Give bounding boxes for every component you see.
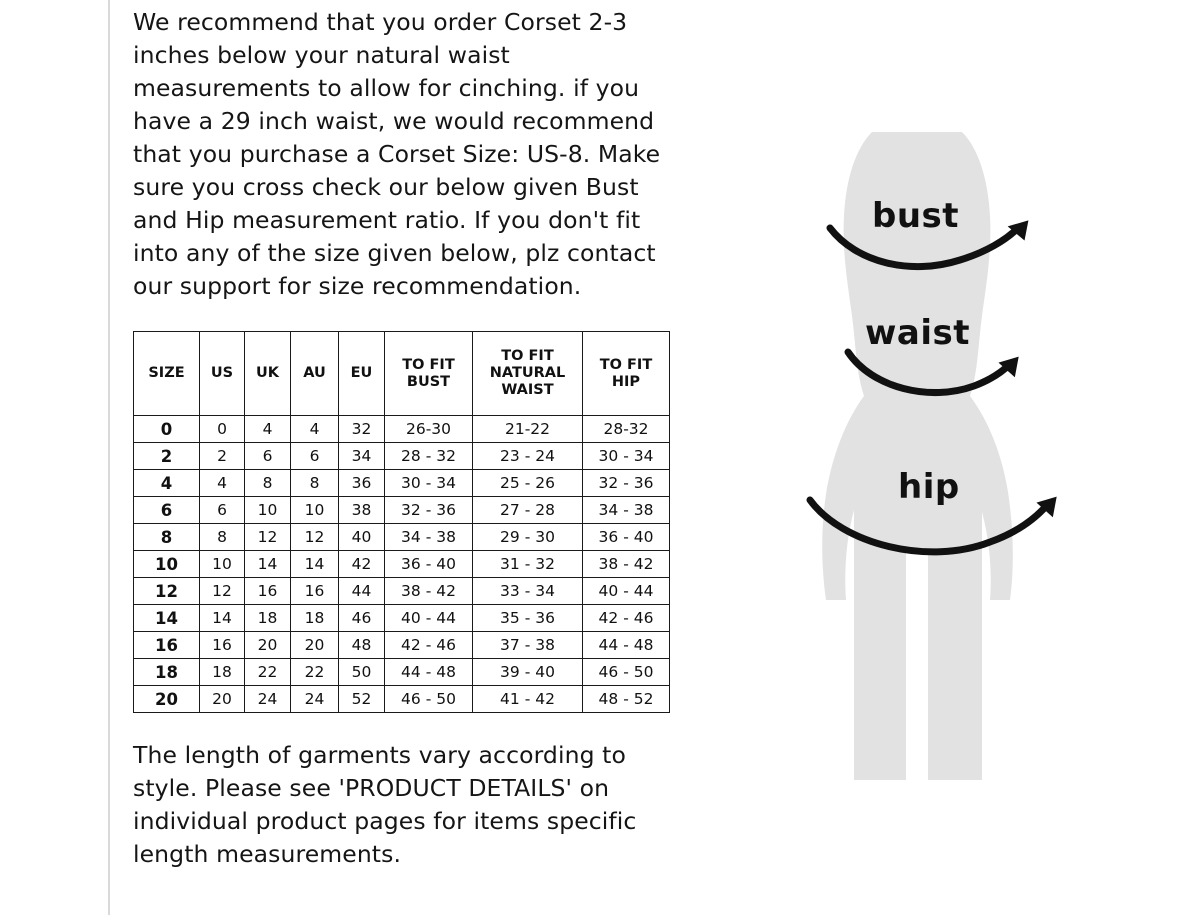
column-header-size: SIZE [134,332,200,416]
cell-hip: 34 - 38 [583,497,670,524]
hip-label: hip [898,467,960,507]
cell-au: 6 [291,443,339,470]
cell-au: 8 [291,470,339,497]
cell-bust: 36 - 40 [385,551,473,578]
cell-waist: 39 - 40 [473,659,583,686]
table-row [134,659,670,686]
cell-au: 4 [291,416,339,443]
cell-au: 20 [291,632,339,659]
cell-au: 18 [291,605,339,632]
cell-size: 16 [134,632,200,659]
cell-uk: 14 [245,551,291,578]
cell-bust: 42 - 46 [385,632,473,659]
table-row [134,497,670,524]
cell-size: 10 [134,551,200,578]
cell-hip: 44 - 48 [583,632,670,659]
cell-size: 18 [134,659,200,686]
cell-us: 8 [200,524,245,551]
cell-eu: 38 [339,497,385,524]
cell-size: 0 [134,416,200,443]
cell-hip: 38 - 42 [583,551,670,578]
table-row [134,605,670,632]
cell-size: 2 [134,443,200,470]
cell-uk: 22 [245,659,291,686]
cell-size: 6 [134,497,200,524]
cell-bust: 34 - 38 [385,524,473,551]
cell-waist: 31 - 32 [473,551,583,578]
page-divider-rule [108,0,110,915]
cell-au: 22 [291,659,339,686]
bust-label: bust [872,196,960,236]
cell-hip: 48 - 52 [583,686,670,713]
cell-size: 4 [134,470,200,497]
cell-waist: 29 - 30 [473,524,583,551]
column-header-us: US [200,332,245,416]
cell-eu: 36 [339,470,385,497]
table-row [134,632,670,659]
cell-hip: 36 - 40 [583,524,670,551]
table-row [134,416,670,443]
cell-us: 0 [200,416,245,443]
cell-hip: 32 - 36 [583,470,670,497]
cell-uk: 16 [245,578,291,605]
cell-eu: 40 [339,524,385,551]
cell-bust: 28 - 32 [385,443,473,470]
cell-waist: 33 - 34 [473,578,583,605]
column-header-au: AU [291,332,339,416]
cell-us: 4 [200,470,245,497]
cell-us: 10 [200,551,245,578]
cell-waist: 23 - 24 [473,443,583,470]
cell-waist: 35 - 36 [473,605,583,632]
cell-size: 14 [134,605,200,632]
column-header-uk: UK [245,332,291,416]
waist-label: waist [865,313,970,353]
cell-hip: 42 - 46 [583,605,670,632]
cell-us: 18 [200,659,245,686]
cell-uk: 24 [245,686,291,713]
column-header-bust: TO FIT BUST [385,332,473,416]
cell-uk: 4 [245,416,291,443]
cell-bust: 40 - 44 [385,605,473,632]
cell-bust: 32 - 36 [385,497,473,524]
cell-uk: 8 [245,470,291,497]
cell-hip: 46 - 50 [583,659,670,686]
cell-waist: 25 - 26 [473,470,583,497]
column-header-waist: TO FIT NATURAL WAIST [473,332,583,416]
cell-us: 12 [200,578,245,605]
cell-uk: 18 [245,605,291,632]
cell-us: 14 [200,605,245,632]
table-row [134,578,670,605]
column-header-hip: TO FIT HIP [583,332,670,416]
cell-bust: 46 - 50 [385,686,473,713]
table-body [134,416,670,713]
cell-bust: 38 - 42 [385,578,473,605]
cell-size: 8 [134,524,200,551]
cell-au: 10 [291,497,339,524]
cell-waist: 37 - 38 [473,632,583,659]
outro-paragraph: The length of garments vary according to style. Please see 'PRODUCT DETAILS' on individual product pages for items specific length measurements. [133,741,637,868]
cell-size: 12 [134,578,200,605]
cell-eu: 44 [339,578,385,605]
cell-bust: 44 - 48 [385,659,473,686]
table-row [134,443,670,470]
cell-bust: 26-30 [385,416,473,443]
cell-uk: 10 [245,497,291,524]
table-row [134,551,670,578]
cell-waist: 27 - 28 [473,497,583,524]
cell-us: 20 [200,686,245,713]
cell-bust: 30 - 34 [385,470,473,497]
cell-us: 16 [200,632,245,659]
cell-eu: 50 [339,659,385,686]
table-header-row [134,332,670,416]
cell-au: 12 [291,524,339,551]
cell-size: 20 [134,686,200,713]
cell-us: 2 [200,443,245,470]
cell-au: 24 [291,686,339,713]
cell-eu: 52 [339,686,385,713]
cell-hip: 30 - 34 [583,443,670,470]
measurement-figure [760,120,1100,800]
cell-au: 16 [291,578,339,605]
cell-hip: 28-32 [583,416,670,443]
cell-eu: 48 [339,632,385,659]
cell-eu: 46 [339,605,385,632]
table-row [134,686,670,713]
cell-uk: 6 [245,443,291,470]
column-header-eu: EU [339,332,385,416]
cell-eu: 42 [339,551,385,578]
intro-paragraph: We recommend that you order Corset 2-3 inches below your natural waist measurements to allow for cinching. if you have a 29 inch waist, we would recommend that you purchase a Corset Size: US-8. Make sure you cross check our below given Bust and Hip measurement ratio. If you don't fit into any of the size given below, plz contact our support for size recommendation. [133,8,661,300]
cell-hip: 40 - 44 [583,578,670,605]
cell-us: 6 [200,497,245,524]
cell-waist: 21-22 [473,416,583,443]
cell-waist: 41 - 42 [473,686,583,713]
cell-eu: 34 [339,443,385,470]
cell-au: 14 [291,551,339,578]
cell-uk: 20 [245,632,291,659]
table-row [134,470,670,497]
size-chart-table [133,331,670,713]
cell-eu: 32 [339,416,385,443]
text-and-table-column [133,0,693,895]
table-row [134,524,670,551]
cell-uk: 12 [245,524,291,551]
